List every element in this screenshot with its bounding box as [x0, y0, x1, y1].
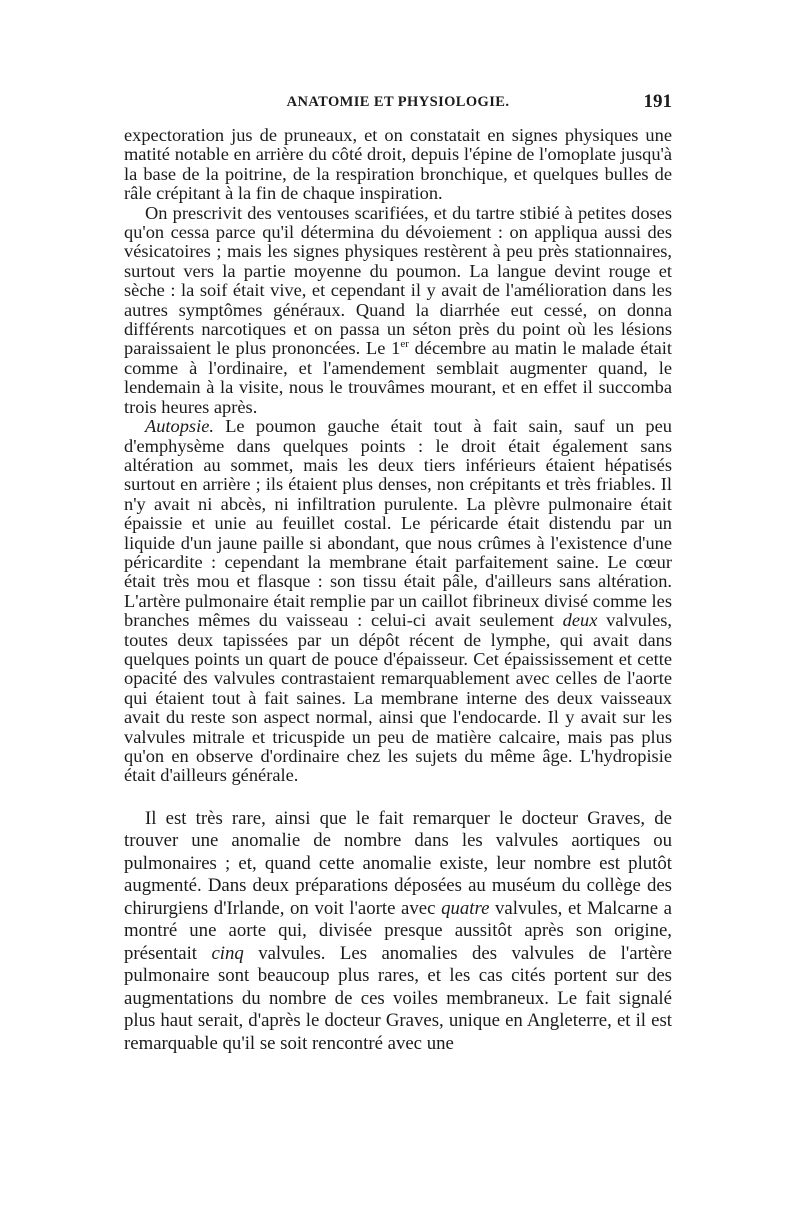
paragraph-autopsy — [124, 417, 672, 786]
paragraph-text: valvules, et Malcarne a montré une aorte qui, divisée presque aussitôt après son origine, présentait — [124, 897, 672, 964]
paragraph-text: Le poumon gauche était tout à fait sain, sauf un peu d'emphysème dans quelques points : le droit était également sans altération au sommet, mais les deux tiers inférieurs étaient hépatisés surtout en arrière ; ils étaient plus denses, non crépitants et très friables. Il n'y avait ni abcès, ni infiltration purulente. La plèvre pulmonaire était épaissie et unie au feuillet costal. Le péricarde était distendu par un liquide d'un jaune paille si abondant, que nous crûmes à l'existence d'une péricardite : cependant la membrane était parfaitement saine. Le cœur était très mou et flasque : son tissu était pâle, d'ailleurs sans altération. L'artère pulmonaire était remplie par un caillot fibrineux divisé comme les branches mêmes du vaisseau : celui-ci avait seulement — [124, 416, 672, 631]
paragraph-text: expectoration jus de pruneaux, et on constatait en signes physiques une matité notable en arrière du côté droit, depuis l'épine de l'omoplate jusqu'à la base de la poitrine, de la respiration bronchique, et quelques bulles de râle crépitant à la fin de chaque inspiration. — [124, 125, 672, 204]
running-title: ANATOMIE ET PHYSIOLOGIE. — [286, 94, 510, 110]
paragraph-treatment — [124, 204, 672, 417]
paragraph-expectoration — [124, 126, 672, 204]
page-number: 191 — [643, 91, 672, 112]
italic-word: cinq — [211, 942, 244, 964]
ordinal-superscript: er — [400, 338, 409, 351]
italic-word: quatre — [441, 897, 490, 919]
paragraph-text: Il est très rare, ainsi que le fait remarquer le docteur Graves, de trouver une anomalie de nombre dans les valvules aortiques ou pulmonaires ; et, quand cette anomalie existe, leur nombre est plutôt augmenté. Dans deux préparations déposées au muséum du collège des chirurgiens d'Irlande, on voit l'aorte avec — [124, 807, 672, 919]
paragraph-text: On prescrivit des ventouses scarifiées, et du tartre stibié à petites doses qu'on cessa parce qu'il détermina du dévoiement : on appliqua aussi des vésicatoires ; mais les signes physiques restèrent à peu près stationnaires, surtout vers la partie moyenne du poumon. La langue devint rouge et sèche : la soif était vive, et cependant il y avait de l'amélioration dans les autres symptômes généraux. Quand la diarrhée eut cessé, on donna différents narcotiques et on passa un séton près du point où les lésions paraissaient le plus prononcées. Le 1 — [124, 202, 672, 359]
body-text — [124, 126, 672, 1055]
paragraph-text: valvules, toutes deux tapissées par un dépôt récent de lymphe, qui avait dans quelques points un quart de pouce d'épaisseur. Cet épaississement et cette opacité des valvules contrastaient remarquablement avec celles de l'aorte qui étaient tout à fait saines. La membrane interne des deux vaisseaux avait du reste son aspect normal, ainsi que l'endocarde. Il y avait sur les valvules mitrale et tricuspide un peu de matière calcaire, mais pas plus qu'on en observe d'ordinaire chez les sujets du même âge. L'hydropisie était d'ailleurs générale. — [124, 610, 673, 786]
paragraph-text: décembre au matin le malade était comme à l'ordinaire, et l'amendement semblait augmenter quand, le lendemain à la visite, nous le trouvâmes mourant, et en effet il succomba trois heures après. — [124, 338, 672, 417]
page-header — [124, 91, 672, 116]
italic-word: deux — [562, 610, 598, 631]
paragraph-graves — [124, 808, 672, 1056]
paragraph-text: valvules. Les anomalies des valvules de l'artère pulmonaire sont beaucoup plus rares, et les cas cités portent sur des augmentations du nombre de ces voiles membraneux. Le fait signalé plus haut serait, d'après le docteur Graves, unique en Angleterre, et il est remarquable qu'il se soit rencontré avec une — [124, 942, 672, 1054]
autopsy-heading: Autopsie. — [145, 416, 214, 437]
